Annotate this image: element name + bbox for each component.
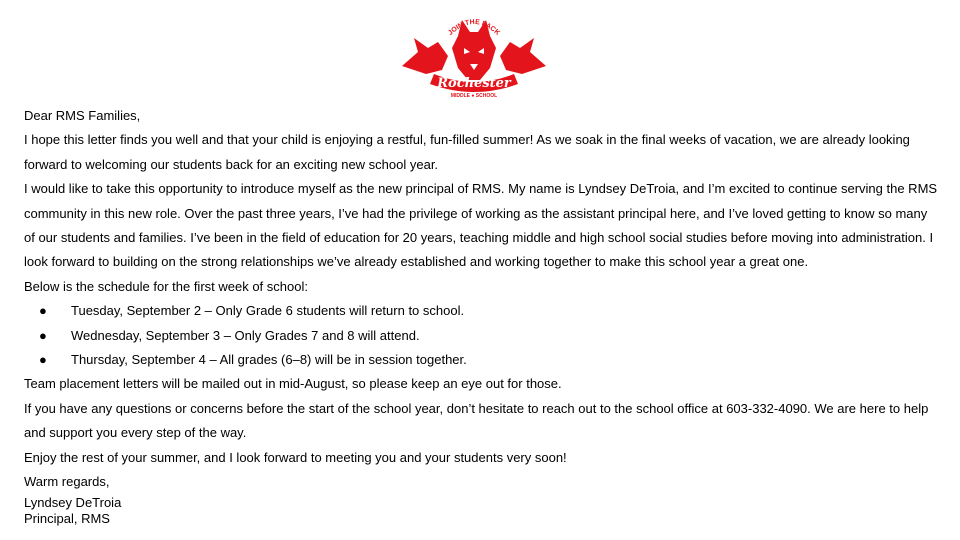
signer-title: Principal, RMS bbox=[24, 510, 110, 526]
signature-block bbox=[24, 470, 940, 526]
logo-bottom-text: MIDDLE ● SCHOOL bbox=[450, 93, 498, 99]
bullet-icon: ● bbox=[39, 303, 47, 319]
bullet-icon: ● bbox=[39, 327, 47, 343]
logo-top-text: JOIN THE PACK bbox=[447, 18, 501, 37]
schedule-item-text: Wednesday, September 3 – Only Grades 7 and 8 will attend. bbox=[71, 327, 420, 343]
list-item bbox=[24, 324, 940, 348]
greeting: Dear RMS Families, bbox=[24, 108, 141, 123]
paragraph-schedule-intro: Below is the schedule for the first week of school: bbox=[24, 278, 308, 294]
letter-body bbox=[24, 104, 940, 527]
schedule-list bbox=[24, 299, 940, 372]
paragraph-team-placement: Team placement letters will be mailed out in mid-August, so please keep an eye out for those. bbox=[24, 376, 562, 392]
wolf-logo-icon bbox=[396, 8, 552, 100]
school-logo bbox=[396, 8, 552, 100]
paragraph-enjoy: Enjoy the rest of your summer, and I look forward to meeting you and your students very soon! bbox=[24, 449, 567, 465]
signoff-text: Warm regards, bbox=[24, 474, 110, 490]
list-item bbox=[24, 348, 940, 372]
bullet-icon: ● bbox=[39, 352, 47, 368]
paragraph-contact: If you have any questions or concerns before the start of the school year, don’t hesitate to reach out to the school office at 603-332-4090. We are here to help and support you every step of the way. bbox=[24, 400, 929, 441]
signer-name: Lyndsey DeTroia bbox=[24, 494, 122, 510]
schedule-item-text: Tuesday, September 2 – Only Grade 6 students will return to school. bbox=[71, 303, 465, 319]
paragraph-intro: I hope this letter finds you well and that your child is enjoying a restful, fun-filled summer! As we soak in the final weeks of vacation, we are already looking forward to welcoming our students back for an exciting new school year. bbox=[24, 132, 910, 172]
logo-script-text: Rochester bbox=[437, 76, 511, 91]
paragraph-principal: I would like to take this opportunity to introduce myself as the new principal of RMS. My name is Lyndsey DeTroia, and I’m excited to continue serving the RMS community in this new role. Over the past three years, I’ve had the privilege of working as the assistant principal here, and I’ve loved getting to know so many of our students and families. I’ve been in the field of education for 20 years, teaching middle and high school social studies before moving into administration. I look forward to building on the strong relationships we’ve already established and working together to make this school year a great one. bbox=[24, 181, 938, 270]
schedule-item-text: Thursday, September 4 – All grades (6–8) will be in session together. bbox=[71, 352, 467, 368]
list-item bbox=[24, 299, 940, 323]
